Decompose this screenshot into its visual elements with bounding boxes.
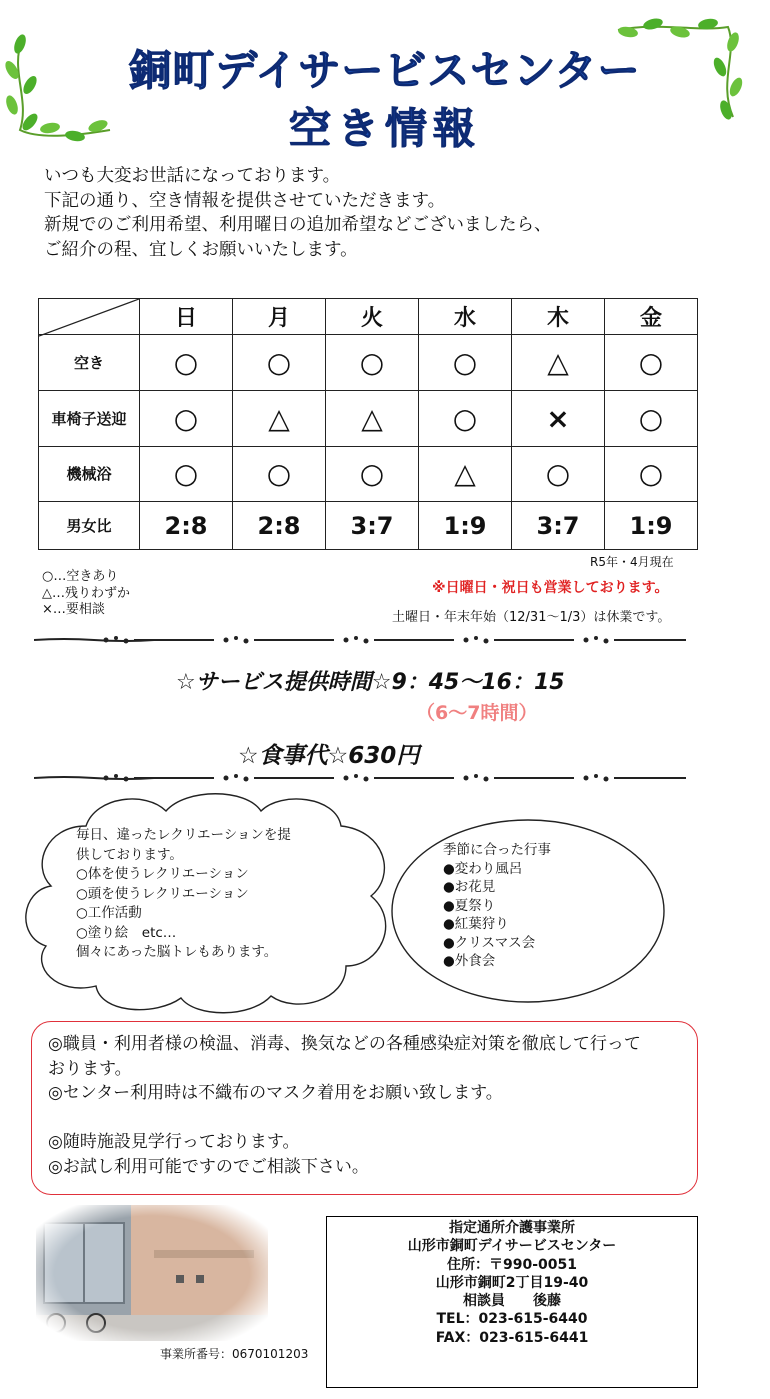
events-line: ●お花見 — [443, 879, 496, 895]
row-label-vacancy: 空き — [39, 335, 140, 391]
office-info — [326, 1219, 698, 1347]
notice-line — [48, 1106, 641, 1131]
table-cell: △ — [233, 390, 326, 446]
table-row — [39, 335, 698, 391]
day-header-tue: 火 — [326, 299, 419, 335]
divider-top — [34, 633, 686, 647]
notice-line: おります。 — [48, 1058, 132, 1079]
table-cell: ○ — [326, 446, 419, 502]
office-postal: 住所：〒990-0051 — [447, 1256, 577, 1273]
office-tel: TEL：023-615-6440 — [436, 1311, 588, 1328]
office-number: 事業所番号：0670101203 — [160, 1347, 309, 1361]
table-cell: ○ — [512, 446, 605, 502]
intro-line: 下記の通り、空き情報を提供させていただきます。 — [44, 190, 446, 211]
legend-item: ○…空きあり — [42, 569, 119, 584]
table-cell: ○ — [605, 390, 698, 446]
table-row — [39, 390, 698, 446]
day-header-sun: 日 — [140, 299, 233, 335]
diagonal-line — [39, 299, 139, 337]
events-line: 季節に合った行事 — [443, 842, 551, 858]
office-fax: FAX：023-615-6441 — [435, 1329, 589, 1346]
as-of-date: R5年・4月現在 — [590, 555, 674, 569]
closed-days-notice: 土曜日・年末年始（12/31～1/3）は休業です。 — [392, 610, 671, 625]
table-cell: △ — [512, 335, 605, 391]
office-address: 山形市銅町2丁目19-40 — [435, 1274, 589, 1291]
events-line: ●クリスマス会 — [443, 934, 536, 951]
table-cell: △ — [326, 390, 419, 446]
recreation-line: ○塗り絵 etc… — [76, 924, 177, 941]
table-cell: 2:8 — [140, 502, 233, 550]
table-cell: ○ — [140, 335, 233, 391]
table-cell: ○ — [605, 335, 698, 391]
table-cell: 3:7 — [326, 502, 419, 550]
divider-bottom — [34, 771, 686, 785]
day-header-fri: 金 — [605, 299, 698, 335]
recreation-line: 毎日、違ったレクリエーションを提 — [76, 827, 291, 843]
table-corner-cell — [39, 299, 140, 335]
table-header-row — [39, 299, 698, 335]
events-line: ●夏祭り — [443, 897, 496, 914]
row-label-gender-ratio: 男女比 — [39, 502, 140, 550]
intro-line: ご紹介の程、宜しくお願いいたします。 — [44, 239, 358, 260]
intro-line: 新規でのご利用希望、利用曜日の追加希望などございましたら、 — [44, 215, 552, 235]
recreation-line: ○工作活動 — [76, 905, 142, 921]
open-days-notice: ※日曜日・祝日も営業しております。 — [432, 580, 669, 596]
legend-item: ×…要相談 — [42, 602, 105, 617]
events-text — [443, 841, 551, 971]
office-name: 山形市銅町デイサービスセンター — [407, 1238, 617, 1255]
table-cell: 3:7 — [512, 502, 605, 550]
facility-photo — [36, 1205, 268, 1341]
service-hours-duration: （6～7時間） — [416, 702, 538, 724]
office-contact-person: 相談員 後藤 — [463, 1293, 561, 1310]
legend-item: △…残りわずか — [42, 585, 130, 601]
recreation-line: 供しております。 — [76, 846, 183, 863]
table-cell: ○ — [233, 335, 326, 391]
page-subtitle: 空き情報 — [288, 104, 481, 153]
table-cell: ○ — [326, 335, 419, 391]
intro-text — [44, 164, 552, 262]
table-cell: × — [512, 390, 605, 446]
recreation-line: ○頭を使うレクリエーション — [76, 885, 249, 902]
day-header-thu: 木 — [512, 299, 605, 335]
table-cell: 2:8 — [233, 502, 326, 550]
events-line: ●紅葉狩り — [443, 916, 509, 932]
page-title: 銅町デイサービスセンター — [129, 46, 641, 95]
infection-notice-text — [48, 1032, 641, 1179]
table-cell: ○ — [605, 446, 698, 502]
recreation-line: 個々にあった脳トレもあります。 — [76, 944, 278, 960]
day-header-wed: 水 — [419, 299, 512, 335]
recreation-line: ○体を使うレクリエーション — [76, 866, 249, 882]
events-line: ●変わり風呂 — [443, 860, 523, 877]
table-cell: ○ — [419, 390, 512, 446]
table-cell: △ — [419, 446, 512, 502]
intro-line: いつも大変お世話になっております。 — [44, 166, 341, 186]
events-line: ●外食会 — [443, 953, 496, 969]
table-row — [39, 446, 698, 502]
notice-line: ◎センター利用時は不織布のマスク着用をお願い致します。 — [48, 1083, 503, 1103]
table-cell: 1:9 — [605, 502, 698, 550]
recreation-text — [76, 826, 291, 963]
row-label-machine-bath: 機械浴 — [39, 446, 140, 502]
legend — [42, 569, 130, 619]
table-cell: ○ — [140, 446, 233, 502]
row-label-wheelchair: 車椅子送迎 — [39, 390, 140, 446]
office-type: 指定通所介護事業所 — [449, 1220, 575, 1236]
day-header-mon: 月 — [233, 299, 326, 335]
notice-line: ◎お試し利用可能ですのでご相談下さい。 — [48, 1156, 369, 1177]
notice-line: ◎職員・利用者様の検温、消毒、換気などの各種感染症対策を徹底して行って — [48, 1034, 641, 1054]
table-cell: ○ — [419, 335, 512, 391]
availability-table — [38, 298, 698, 550]
service-hours: ☆サービス提供時間☆9：45～16：15 — [176, 670, 565, 695]
table-cell: ○ — [233, 446, 326, 502]
meal-cost: ☆食事代☆630円 — [238, 743, 420, 769]
table-cell: 1:9 — [419, 502, 512, 550]
table-cell: ○ — [140, 390, 233, 446]
table-row — [39, 502, 698, 550]
notice-line: ◎随時施設見学行っております。 — [48, 1132, 300, 1152]
